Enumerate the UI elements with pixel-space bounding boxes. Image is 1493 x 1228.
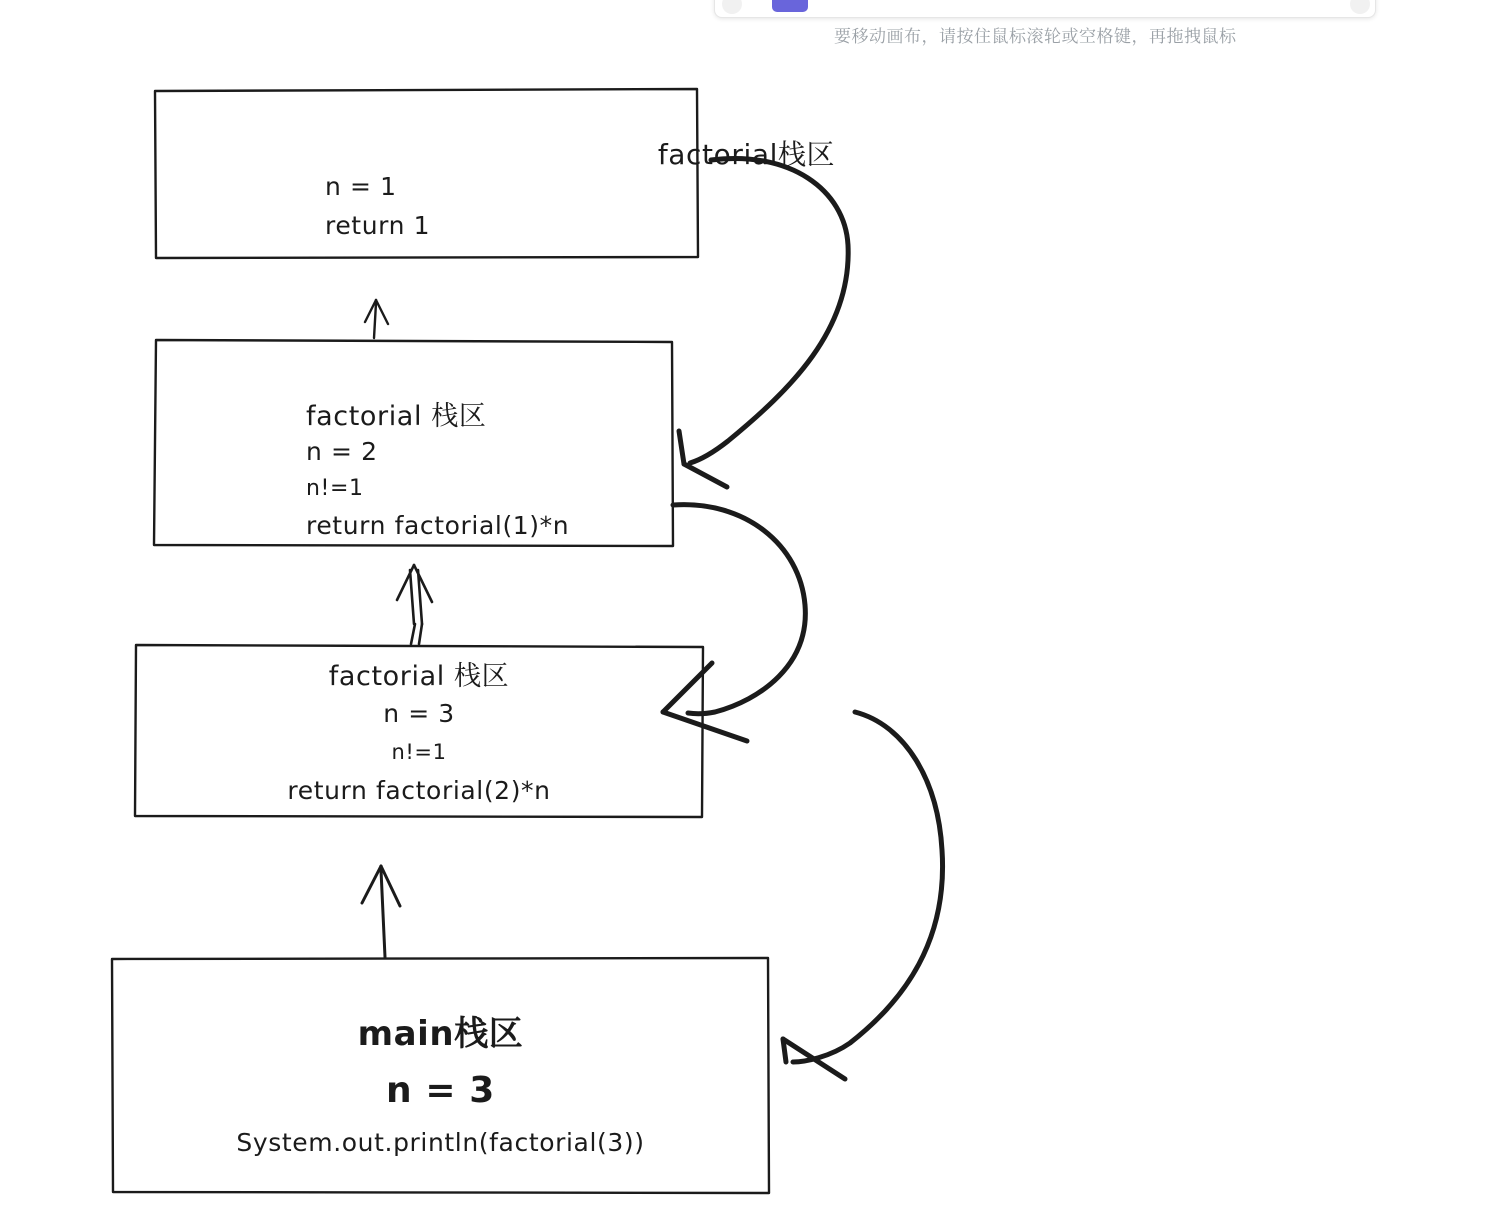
factorial-n2-line-2: n = 2 [306,437,378,466]
factorial-n1-line-2: n = 1 [325,172,397,201]
factorial-n3-line-3: n!=1 [391,740,447,764]
call-arrow-factorial3-to-factorial2 [397,565,432,644]
factorial-n1-line-3: return 1 [325,211,431,240]
return-arrow-factorial3-to-main [783,712,943,1079]
main-line-3: System.out.println(factorial(3)) [236,1128,645,1157]
factorial-n1-line-1: factorial栈区 [657,138,836,171]
call-arrow-main-to-factorial3 [362,866,400,957]
factorial-n3-line-1: factorial 栈区 [328,661,510,692]
return-arrow-factorial1-to-factorial2 [679,158,848,487]
factorial-n2-line-1: factorial 栈区 [306,401,487,432]
factorial-n2-line-3: n!=1 [306,476,364,501]
main-line-1: main栈区 [357,1014,524,1054]
canvas-pan-hint: 要移动画布，请按住鼠标滚轮或空格键，再拖拽鼠标 [834,27,1237,47]
main-line-2: n = 3 [386,1070,495,1111]
call-arrow-factorial2-to-factorial1 [365,300,388,338]
factorial-n3-line-2: n = 3 [383,699,455,728]
factorial-n3-line-4: return factorial(2)*n [287,776,551,805]
factorial-n2-line-4: return factorial(1)*n [306,511,570,540]
